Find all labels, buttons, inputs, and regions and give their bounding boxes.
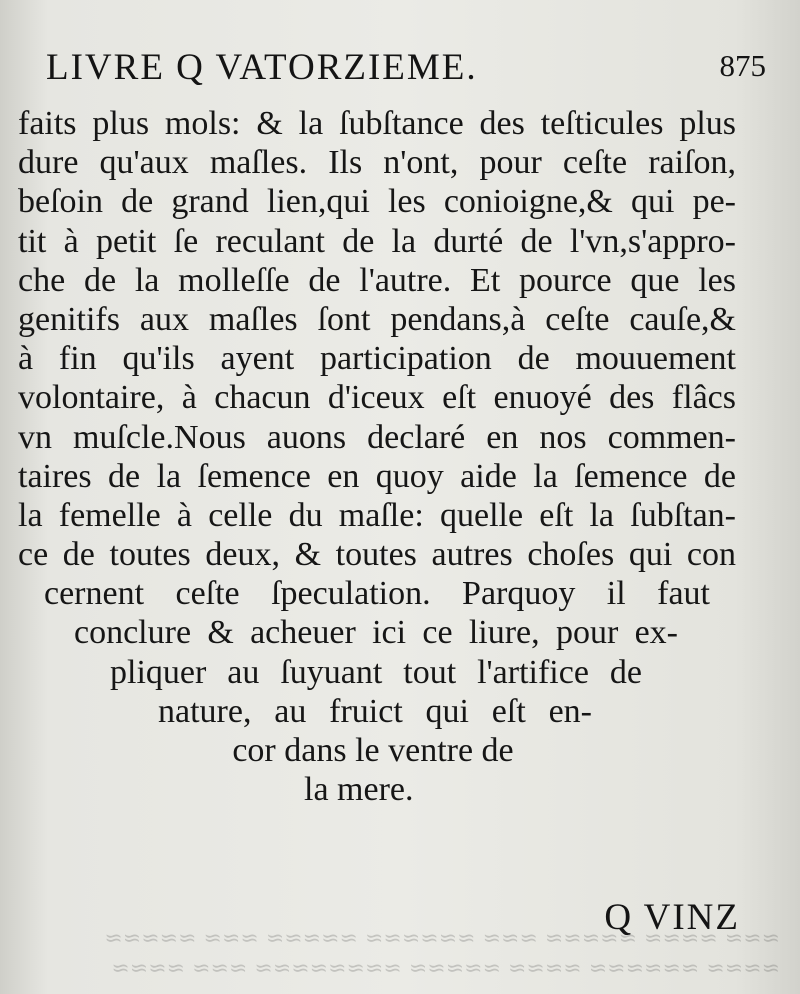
text-line: vn muſcle.Nous auons declaré en nos commen- <box>18 418 736 456</box>
text-line: beſoin de grand lien,qui les conioigne,& qui pe- <box>18 183 736 221</box>
body-text <box>0 104 800 809</box>
page-number: 875 <box>719 48 766 83</box>
text-line: che de la molleſſe de l'autre. Et pource que les <box>18 261 736 299</box>
page-header <box>46 46 766 86</box>
text-line: ce de toutes deux, & toutes autres choſes qui con <box>18 536 736 574</box>
text-line: genitifs aux maſles ſont pendans,à ceſte cauſe,& <box>18 300 736 338</box>
show-through-text: ≈≈≈ ≈≈≈≈ ≈≈≈≈≈ ≈≈≈ ≈≈≈≈≈≈ ≈≈≈≈≈ ≈≈≈ ≈≈≈≈≈ ≈≈≈≈ ≈≈≈≈≈≈ ≈≈≈≈ ≈≈≈≈≈ ≈≈≈≈≈≈≈≈ ≈≈≈ ≈≈≈≈ <box>104 926 780 981</box>
text-line: la femelle à celle du maſle: quelle eſt la ſubſtan- <box>18 496 736 534</box>
text-line: la mere. <box>304 771 414 809</box>
running-head: LIVRE Q VATORZIEME. <box>46 47 478 88</box>
text-line: cernent ceſte ſpeculation. Parquoy il faut <box>44 575 710 613</box>
text-line: tit à petit ſe reculant de la durté de l'vn,s'appro- <box>18 222 736 260</box>
text-line: nature, au fruict qui eſt en- <box>158 692 592 730</box>
text-line: dure qu'aux maſles. Ils n'ont, pour ceſte raiſon, <box>18 144 736 182</box>
text-line: volontaire, à chacun d'iceux eſt enuoyé des flâcs <box>18 379 736 417</box>
text-line: faits plus mols: & la ſubſtance des teſticules plus <box>18 105 736 142</box>
text-line: taires de la ſemence en quoy aide la ſemence de <box>18 457 736 495</box>
text-line: pliquer au ſuyuant tout l'artifice de <box>110 653 642 691</box>
text-line: à fin qu'ils ayent participation de mouuement <box>18 340 736 378</box>
text-line: conclure & acheuer ici ce liure, pour ex- <box>74 614 678 652</box>
catchword: Q VINZ <box>604 897 740 938</box>
text-line: cor dans le ventre de <box>232 732 514 769</box>
